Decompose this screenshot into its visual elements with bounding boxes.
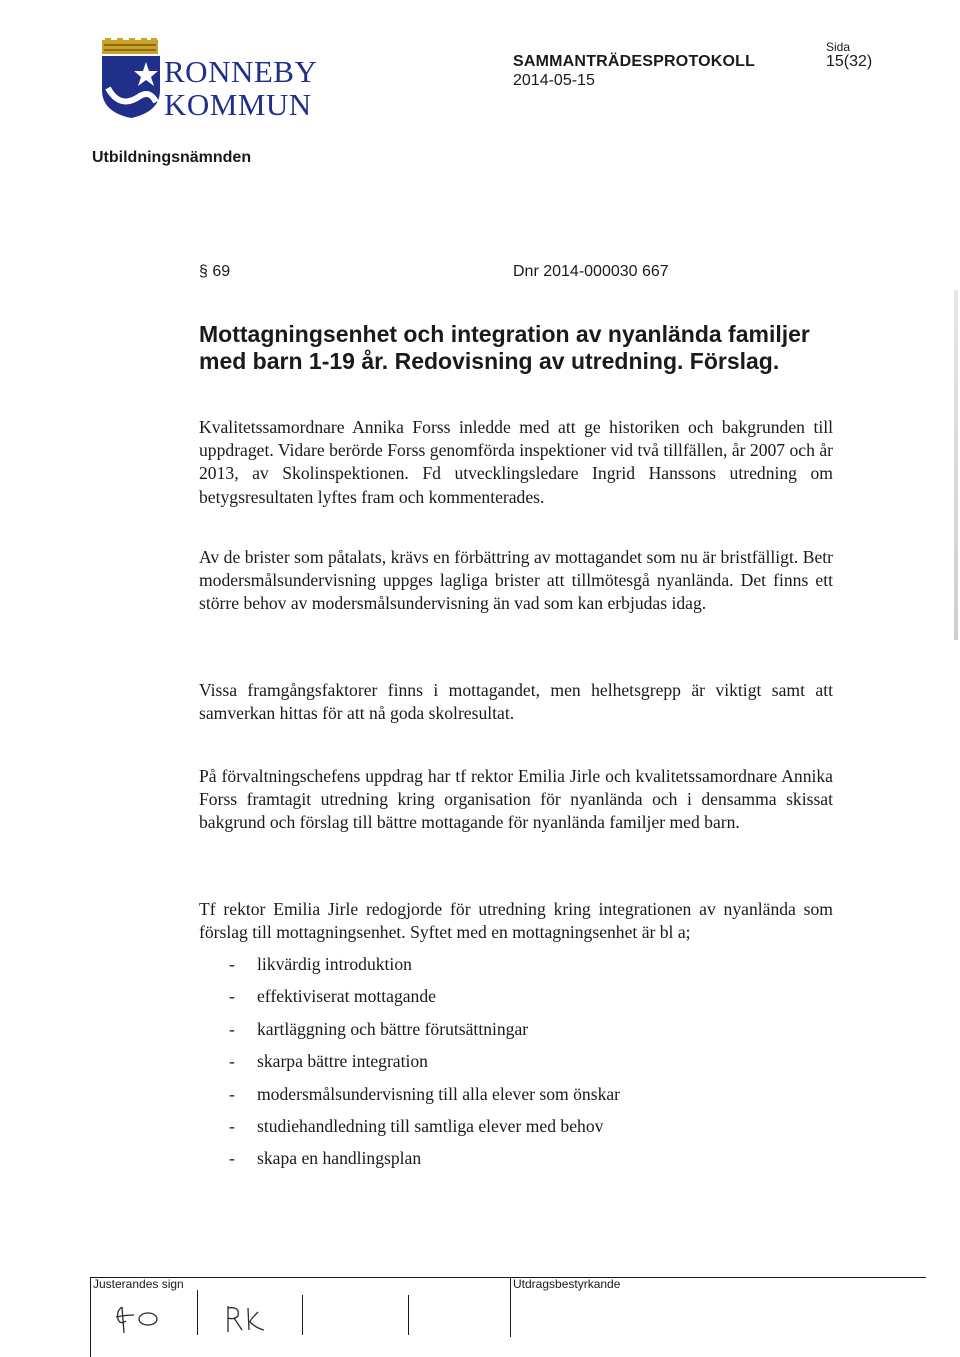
scan-edge-shadow <box>954 290 958 640</box>
list-item <box>199 1017 799 1049</box>
bullet-marker: - <box>229 986 235 1007</box>
footer-divider <box>197 1290 198 1335</box>
bullet-marker: - <box>229 1051 235 1072</box>
coat-of-arms-icon <box>100 38 162 118</box>
bullet-marker: - <box>229 1148 235 1169</box>
list-item <box>199 984 799 1016</box>
paragraph: Tf rektor Emilia Jirle redogjorde för utredning kring integrationen av nyanlända som förslag till mottagningsenhet. Syftet med en mottagningsenhet är bl a; <box>199 899 833 943</box>
list-item-text: skarpa bättre integration <box>257 1051 428 1072</box>
footer-divider <box>302 1295 303 1335</box>
document-type: SAMMANTRÄDESPROTOKOLL <box>513 53 756 70</box>
list-item-text: effektiviserat mottagande <box>257 986 436 1007</box>
municipality-logo <box>100 38 330 120</box>
committee-name: Utbildningsnämnden <box>92 149 252 166</box>
list-item-text: kartläggning och bättre förutsättningar <box>257 1018 529 1039</box>
meeting-date: 2014-05-15 <box>513 72 595 89</box>
footer-top-rule <box>90 1277 926 1278</box>
list-item-text: skapa en handlingsplan <box>257 1148 422 1169</box>
footer-divider <box>408 1295 409 1335</box>
logo-text-line1: RONNEBY <box>164 54 318 89</box>
paragraph: På förvaltningschefens uppdrag har tf rektor Emilia Jirle och kvalitetssamordnare Annika Forss framtagit utredning kring organisation för nyanlända och i densamma skissat bakgrund och förslag till bättre mottagande för nyanlända familjer med barn. <box>199 766 833 833</box>
paragraph: Kvalitetssamordnare Annika Forss inledde med att ge historiken och bakgrunden till uppdraget. Vidare berörde Forss genomförda inspektioner vid två tillfällen, år 2007 och år 2013, av Skolinspektionen. Fd utvecklingsledare Ingrid Hanssons utredning om betygsresultaten lyftes fram och kommenterades. <box>199 417 833 507</box>
list-item <box>199 1082 799 1114</box>
list-item <box>199 952 799 984</box>
bullet-marker: - <box>229 1083 235 1104</box>
diary-number: Dnr 2014-000030 667 <box>513 263 669 280</box>
purpose-list <box>199 952 799 1179</box>
signature-initials-2 <box>222 1300 282 1336</box>
bullet-marker: - <box>229 1018 235 1039</box>
justerandes-sign-label: Justerandes sign <box>93 1277 184 1291</box>
list-item-text: studiehandledning till samtliga elever med behov <box>257 1115 604 1136</box>
page-number: 15(32) <box>826 53 873 70</box>
section-number: § 69 <box>199 263 231 280</box>
page-label: Sida <box>826 40 851 54</box>
paragraph: Vissa framgångsfaktorer finns i mottagandet, men helhetsgrepp är viktigt samt att samverkan hittas för att nå goda skolresultat. <box>199 680 833 724</box>
signature-initials-1 <box>112 1303 172 1337</box>
footer-divider <box>90 1277 91 1357</box>
list-item <box>199 1146 799 1178</box>
list-item <box>199 1049 799 1081</box>
section-title-line2: med barn 1-19 år. Redovisning av utredning. Förslag. <box>199 348 780 374</box>
section-title <box>199 321 879 375</box>
bullet-marker: - <box>229 954 235 974</box>
list-item-text: likvärdig introduktion <box>257 954 412 974</box>
section-title-line1: Mottagningsenhet och integration av nyanlända familjer <box>199 321 810 347</box>
utdragsbestyrkande-label: Utdragsbestyrkande <box>513 1277 621 1291</box>
bullet-marker: - <box>229 1115 235 1136</box>
list-item-text: modersmålsundervisning till alla elever som önskar <box>257 1083 621 1104</box>
paragraph: Av de brister som påtalats, krävs en förbättring av mottagandet som nu är bristfälligt. Betr modersmålsundervisning uppges lagliga brister att tillmötesgå nyanlända. Det finns ett större behov av modersmålsundervisning än vad som kan erbjudas idag. <box>199 547 833 614</box>
footer-divider <box>510 1277 511 1337</box>
logo-text-line2: KOMMUN <box>164 87 312 122</box>
list-item <box>199 1114 799 1146</box>
